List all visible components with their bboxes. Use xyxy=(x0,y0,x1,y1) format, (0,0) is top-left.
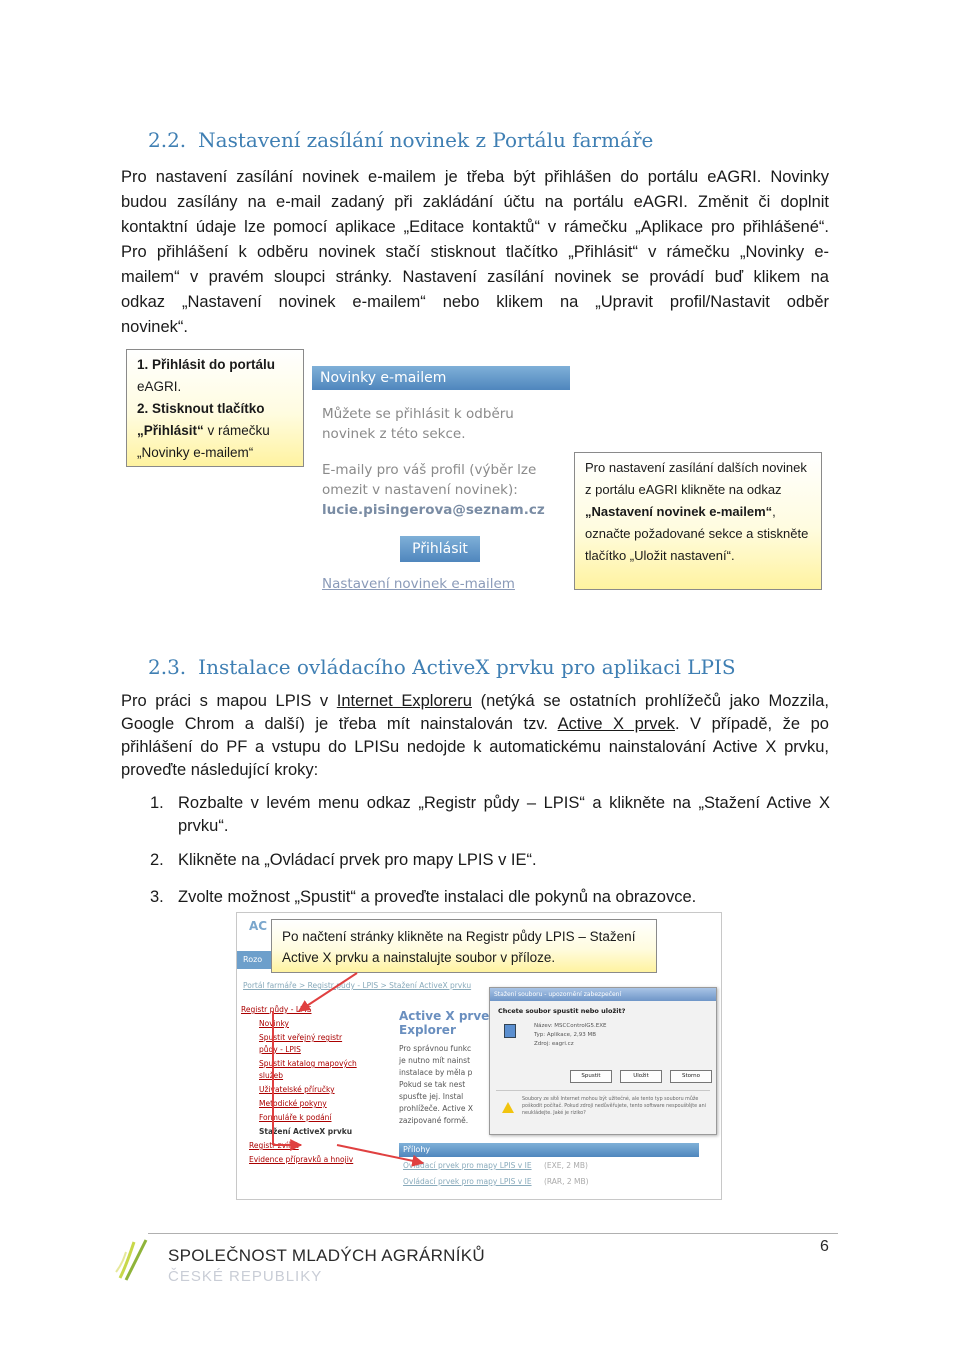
internet-explorer-link: Internet Exploreru xyxy=(336,692,472,710)
callout-step2-rest: v rámečku xyxy=(203,423,270,438)
activex-paragraph xyxy=(121,690,829,782)
dialog-warning: Soubory ze sítě Internet mohou být užitečné, ale tento typ souboru může poškodit počítač. Pokud zdroji nedůvěřujete, tento software nespouštějte ani neukládejte. Jaké je riziko? xyxy=(522,1097,706,1116)
menu-item[interactable]: Registr zvířat xyxy=(249,1141,299,1150)
dialog-run-button[interactable]: Spustit xyxy=(570,1070,612,1083)
download-dialog xyxy=(489,987,717,1135)
dialog-question: Chcete soubor spustit nebo uložit? xyxy=(498,1007,626,1015)
paragraph-line: Pro přihlášení k odběru novinek stačí stisknout tlačítko „Přihlásit“ v rámečku „Novinky e- xyxy=(121,243,829,261)
step-text: Klikněte na „Ovládací prvek pro mapy LPIS v IE“. xyxy=(178,851,537,869)
step-number: 2. xyxy=(150,851,164,869)
widget-text: novinek z této sekce. xyxy=(322,426,466,442)
paragraph-line: Google Chrom a další) je třeba mít nainstalován tzv. Active X prvek. V případě, že po xyxy=(121,715,829,733)
content-line: instalace by měla p xyxy=(399,1068,473,1077)
menu-item[interactable]: Uživatelské příručky xyxy=(259,1085,335,1094)
paragraph-line: novinek“. xyxy=(121,318,188,336)
callout-step2: 2. Stisknout tlačítko xyxy=(137,401,265,416)
dialog-save-button[interactable]: Uložit xyxy=(620,1070,662,1083)
menu-item[interactable]: Evidence přípravků a hnojiv xyxy=(249,1155,354,1164)
attachment-link[interactable]: Ovládací prvek pro mapy LPIS v IE xyxy=(403,1161,532,1170)
callout-settings xyxy=(574,452,822,590)
steps-list xyxy=(150,792,830,916)
intro-paragraph xyxy=(121,165,829,340)
menu-item[interactable]: Spustit veřejný registr xyxy=(259,1033,343,1042)
paragraph-line: mailem“ v pravém sloupci stránky. Nastavení zasílání novinek se provádí buď klikem na xyxy=(121,268,829,286)
portal-content xyxy=(399,1009,494,1127)
attachment-link[interactable]: Ovládací prvek pro mapy LPIS v IE xyxy=(403,1177,532,1186)
attachments-header: Přílohy xyxy=(399,1143,699,1157)
content-line: Pokud se tak nest xyxy=(399,1080,466,1089)
newsletter-widget xyxy=(312,366,570,601)
callout-text: Pro nastavení zasílání dalších novinek z portálu eAGRI klikněte na odkaz xyxy=(585,460,807,497)
paragraph-line: Pro nastavení zasílání novinek e-mailem je třeba být přihlášen do portálu eAGRI. Novinky xyxy=(121,168,829,186)
callout-step2-button: „Přihlásit“ xyxy=(137,423,204,438)
content-line: spusťte jej. Instal xyxy=(399,1092,464,1101)
exe-icon xyxy=(504,1024,516,1038)
menu-item[interactable]: Spustit katalog mapových xyxy=(259,1059,357,1068)
organization-logo xyxy=(112,1228,152,1288)
section-number: 2.2. xyxy=(148,128,187,152)
content-title: Active X prve xyxy=(399,1009,490,1023)
menu-item[interactable]: půdy - LPIS xyxy=(259,1045,301,1054)
attachment-info: (RAR, 2 MB) xyxy=(543,1177,589,1186)
callout-text: Po načtení stránky klikněte na Registr půdy LPIS – Stažení xyxy=(282,929,636,944)
section-title: Nastavení zasílání novinek z Portálu farmáře xyxy=(198,128,654,152)
warning-icon xyxy=(502,1102,514,1113)
page-number: 6 xyxy=(820,1238,829,1255)
callout-link-name: „Nastavení novinek e-mailem“ xyxy=(585,504,773,519)
widget-text: omezit v nastavení novinek): xyxy=(322,482,518,498)
activex-link: Active X prvek xyxy=(557,715,675,733)
breadcrumb[interactable]: Portál farmáře > Registr půdy - LPIS > Stažení ActiveX prvku xyxy=(243,981,472,990)
widget-email: lucie.pisingerova@seznam.cz xyxy=(322,502,545,518)
newsletter-settings-link[interactable]: Nastavení novinek e-mailem xyxy=(322,576,515,592)
portal-screenshot xyxy=(236,912,722,1200)
menu-item[interactable]: Novinky xyxy=(259,1019,289,1028)
paragraph-line: proveďte následující kroky: xyxy=(121,761,319,779)
section-heading-2-3 xyxy=(148,655,736,679)
menu-item[interactable]: Formuláře k podání xyxy=(259,1113,332,1122)
dialog-field: Název: MSCControlG5.EXE xyxy=(534,1023,607,1029)
portal-left-menu xyxy=(241,1005,381,1169)
callout-activex xyxy=(271,919,657,973)
menu-item-lpis[interactable]: Registr půdy - LPIS xyxy=(241,1005,312,1014)
section-title: Instalace ovládacího ActiveX prvku pro aplikaci LPIS xyxy=(198,655,736,679)
attachment-row xyxy=(403,1177,589,1186)
content-line: prohlížeče. Active X xyxy=(399,1104,473,1113)
callout-step1-cont: eAGRI. xyxy=(137,379,182,394)
content-title: Explorer xyxy=(399,1023,456,1037)
dialog-title: Stažení souboru - upozornění zabezpečení xyxy=(490,988,716,1001)
menu-item[interactable]: služeb xyxy=(259,1071,284,1080)
widget-header: Novinky e-mailem xyxy=(312,366,570,390)
portal-left-label: Rozo xyxy=(237,951,273,969)
content-line: Pro správnou funkc xyxy=(399,1044,472,1053)
section-heading-2-2 xyxy=(148,128,653,152)
widget-text: E-maily pro váš profil (výběr lze xyxy=(322,462,537,478)
step-text: Zvolte možnost „Spustit“ a proveďte instalaci dle pokynů na obrazovce. xyxy=(178,888,697,906)
dialog-cancel-button[interactable]: Storno xyxy=(670,1070,712,1083)
paragraph-line: Pro práci s mapou LPIS v Internet Exploreru (netýká se ostatních prohlížečů jako Mozzila, xyxy=(121,692,830,710)
content-line: je nutno mít nainst xyxy=(399,1056,471,1065)
footer-org-subname: ČESKÉ REPUBLIKY xyxy=(168,1268,323,1285)
paragraph-line: budou zasílány na e-mail zadaný při zakládání účtu na portálu eAGRI. Změnit či doplnit xyxy=(121,193,829,211)
paragraph-line: odkaz „Nastavení novinek e-mailem“ nebo klikem na „Upravit profil/Nastavit odběr xyxy=(121,293,829,311)
step-text: Rozbalte v levém menu odkaz „Registr půdy – LPIS“ a klikněte na „Stažení Active X xyxy=(178,794,830,812)
menu-item-activex[interactable]: Stažení ActiveX prvku xyxy=(259,1127,353,1136)
step-number: 3. xyxy=(150,888,164,906)
footer-org-name: SPOLEČNOST MLADÝCH AGRÁRNÍKŮ xyxy=(168,1246,485,1265)
content-line: zazipované formě. xyxy=(399,1116,469,1125)
footer-rule xyxy=(148,1233,838,1234)
section-number: 2.3. xyxy=(148,655,187,679)
attachment-row xyxy=(403,1161,588,1170)
callout-text: , označte požadované sekce a stiskněte tlačítko „Uložit nastavení“. xyxy=(585,504,809,563)
portal-top-label: AC xyxy=(249,919,268,933)
step-number: 1. xyxy=(150,794,164,812)
callout-step2-box: „Novinky e-mailem“ xyxy=(137,445,254,460)
step-text: prvku“. xyxy=(178,817,229,835)
attachment-info: (EXE, 2 MB) xyxy=(543,1161,588,1170)
callout-text: Active X prvku a nainstalujte soubor v příloze. xyxy=(282,950,556,965)
list-item xyxy=(150,792,830,840)
menu-item[interactable]: Metodické pokyny xyxy=(259,1099,327,1108)
dialog-field: Typ: Aplikace, 2,93 MB xyxy=(534,1032,597,1038)
dialog-field: Zdroj: eagri.cz xyxy=(534,1041,574,1047)
paragraph-line: přihlášení do PF a vstupu do LPISu nedojde k automatickému nainstalování Active X prvku, xyxy=(121,738,829,756)
callout-step1: 1. Přihlásit do portálu xyxy=(137,357,276,372)
widget-text: Můžete se přihlásit k odběru xyxy=(322,406,514,422)
subscribe-button[interactable]: Přihlásit xyxy=(400,536,480,562)
paragraph-line: kontaktní údaje lze pomocí aplikace „Editace kontaktů“ v rámečku „Aplikace pro přihlášené“. xyxy=(121,218,829,236)
callout-login-steps xyxy=(126,349,304,467)
list-item xyxy=(150,849,830,886)
